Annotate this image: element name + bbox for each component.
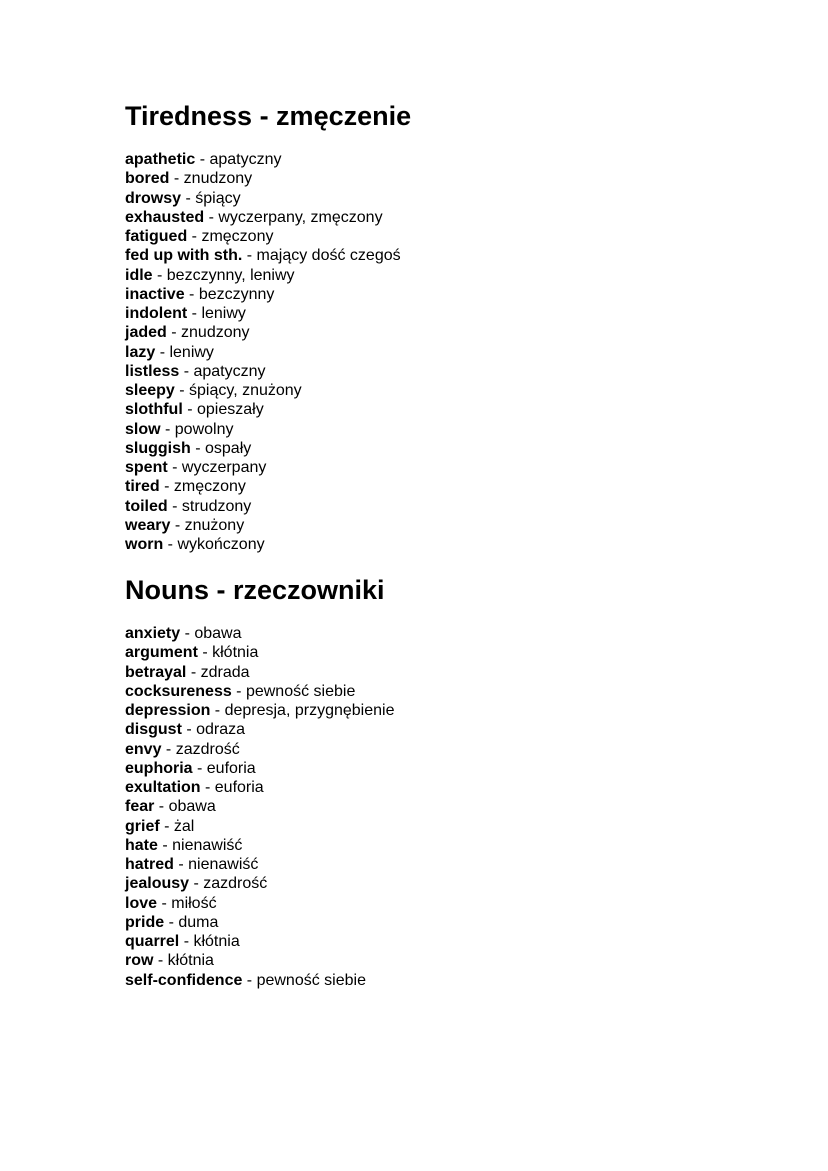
entry-separator: - — [184, 285, 199, 303]
entry-separator: - — [180, 625, 195, 642]
entry-term: exhausted — [125, 208, 205, 226]
entry-term: tired — [125, 478, 160, 496]
entry-translation: duma — [178, 913, 219, 931]
entry-separator: - — [204, 208, 219, 226]
entry-translation: kłótnia — [212, 644, 259, 662]
entry-translation: znużony — [184, 516, 245, 534]
vocabulary-entry — [125, 951, 394, 970]
vocabulary-entry — [125, 701, 394, 720]
entry-term: sluggish — [125, 439, 191, 457]
vocabulary-entry — [125, 169, 411, 188]
vocabulary-entry — [125, 913, 394, 932]
entry-translation: leniwy — [169, 343, 214, 361]
entry-term: row — [125, 952, 154, 970]
entry-translation: zdrada — [200, 663, 250, 681]
entry-term: fear — [125, 798, 155, 816]
entry-separator: - — [181, 721, 197, 739]
entry-term: pride — [125, 913, 165, 931]
entry-term: inactive — [125, 285, 185, 303]
vocabulary-entry — [125, 246, 411, 265]
vocabulary-entry — [125, 778, 394, 797]
entry-term: idle — [125, 266, 153, 284]
entry-term: self-confidence — [125, 971, 243, 989]
entry-separator: - — [155, 343, 170, 361]
entry-separator: - — [187, 305, 202, 322]
entry-translation: miłość — [171, 894, 217, 912]
entry-term: indolent — [125, 305, 188, 322]
entry-separator: - — [159, 817, 174, 835]
entry-translation: pewność siebie — [245, 682, 356, 700]
entry-translation: śpiący, znużony — [189, 382, 302, 399]
entry-translation: euforia — [214, 779, 264, 796]
entry-term: disgust — [125, 721, 182, 739]
entry-translation: nienawiść — [172, 836, 243, 854]
entry-term: quarrel — [125, 933, 180, 950]
vocabulary-entry — [125, 150, 411, 169]
vocabulary-entry — [125, 663, 394, 682]
entry-separator: - — [231, 682, 246, 700]
entry-term: spent — [125, 459, 168, 476]
vocabulary-list — [125, 624, 394, 990]
entry-term: sleepy — [125, 382, 175, 399]
vocabulary-entry — [125, 971, 394, 990]
vocabulary-entry — [125, 535, 411, 554]
entry-term: drowsy — [125, 189, 182, 207]
entry-separator: - — [190, 439, 205, 457]
entry-separator: - — [195, 151, 210, 168]
entry-separator: - — [179, 362, 194, 380]
entry-term: envy — [125, 740, 162, 758]
entry-term: bored — [125, 170, 170, 188]
entry-translation: bezczynny, leniwy — [166, 266, 295, 284]
entry-translation: powolny — [174, 420, 234, 438]
entry-translation: żal — [173, 817, 195, 835]
vocabulary-entry — [125, 643, 394, 662]
vocabulary-entry — [125, 400, 411, 419]
entry-separator: - — [161, 740, 176, 758]
entry-term: euphoria — [125, 759, 193, 777]
section-title: Nouns - rzeczowniki — [125, 575, 385, 605]
section-nouns — [125, 573, 394, 990]
entry-translation: zazdrość — [203, 875, 268, 893]
entry-separator: - — [170, 516, 185, 534]
entry-translation: zazdrość — [175, 740, 240, 758]
entry-translation: odraza — [196, 721, 246, 739]
entry-term: hatred — [125, 856, 174, 873]
entry-separator: - — [164, 913, 179, 931]
vocabulary-entry — [125, 323, 411, 342]
entry-translation: kłótnia — [193, 933, 240, 950]
vocabulary-list — [125, 150, 411, 554]
entry-translation: mający dość czegoś — [256, 247, 401, 265]
entry-separator: - — [152, 266, 167, 284]
vocabulary-entry — [125, 458, 411, 477]
vocabulary-entry — [125, 624, 394, 643]
entry-term: worn — [125, 536, 164, 553]
entry-translation: opieszały — [196, 401, 264, 419]
entry-separator: - — [242, 247, 257, 265]
entry-term: hate — [125, 836, 158, 854]
vocabulary-entry — [125, 817, 394, 836]
entry-translation: śpiący — [195, 189, 241, 207]
vocabulary-entry — [125, 759, 394, 778]
entry-separator: - — [181, 189, 196, 207]
entry-translation: strudzony — [181, 497, 252, 515]
section-tiredness — [125, 99, 411, 554]
entry-term: love — [125, 894, 158, 912]
entry-separator: - — [153, 952, 168, 970]
entry-term: slow — [125, 420, 161, 438]
entry-separator: - — [159, 478, 174, 496]
vocabulary-entry — [125, 740, 394, 759]
vocabulary-entry — [125, 266, 411, 285]
entry-translation: zmęczony — [201, 228, 274, 245]
vocabulary-entry — [125, 874, 394, 893]
entry-translation: euforia — [206, 759, 256, 777]
entry-separator: - — [169, 170, 184, 188]
entry-term: grief — [125, 817, 160, 835]
entry-translation: wykończony — [177, 536, 265, 553]
entry-separator: - — [182, 401, 197, 419]
vocabulary-entry — [125, 477, 411, 496]
entry-translation: pewność siebie — [256, 971, 366, 989]
entry-separator: - — [192, 759, 207, 777]
entry-term: jealousy — [125, 875, 190, 893]
entry-separator: - — [200, 779, 215, 796]
entry-translation: obawa — [194, 625, 242, 642]
entry-translation: nienawiść — [188, 856, 259, 873]
section-title: Tiredness - zmęczenie — [125, 101, 412, 131]
entry-term: jaded — [125, 324, 167, 342]
vocabulary-entry — [125, 797, 394, 816]
vocabulary-entry — [125, 497, 411, 516]
entry-separator: - — [160, 420, 175, 438]
vocabulary-entry — [125, 516, 411, 535]
entry-separator: - — [166, 324, 182, 342]
entry-separator: - — [197, 644, 213, 662]
entry-separator: - — [174, 382, 190, 399]
vocabulary-entry — [125, 381, 411, 400]
vocabulary-entry — [125, 285, 411, 304]
entry-term: fed up with sth. — [125, 247, 243, 265]
entry-translation: znudzony — [181, 324, 250, 342]
entry-translation: depresja, przygnębienie — [224, 702, 395, 719]
entry-translation: apatyczny — [193, 362, 266, 380]
entry-separator: - — [189, 875, 204, 893]
entry-translation: leniwy — [201, 305, 246, 322]
vocabulary-entry — [125, 343, 411, 362]
vocabulary-entry — [125, 304, 411, 323]
entry-translation: zmęczony — [173, 478, 246, 496]
entry-translation: znudzony — [183, 170, 253, 188]
vocabulary-entry — [125, 836, 394, 855]
entry-separator: - — [242, 971, 257, 989]
vocabulary-entry — [125, 932, 394, 951]
entry-term: slothful — [125, 401, 183, 419]
entry-separator: - — [186, 663, 201, 681]
entry-term: weary — [125, 516, 171, 534]
entry-separator: - — [187, 228, 202, 245]
entry-term: toiled — [125, 497, 168, 515]
entry-translation: wyczerpany, zmęczony — [218, 208, 383, 226]
vocabulary-entry — [125, 227, 411, 246]
vocabulary-entry — [125, 420, 411, 439]
entry-translation: wyczerpany — [181, 459, 267, 476]
entry-term: cocksureness — [125, 682, 232, 700]
entry-translation: kłótnia — [167, 952, 214, 970]
entry-separator: - — [173, 856, 189, 873]
entry-separator: - — [157, 836, 173, 854]
entry-term: exultation — [125, 779, 201, 796]
entry-translation: bezczynny — [198, 285, 275, 303]
vocabulary-entry — [125, 682, 394, 701]
entry-term: listless — [125, 362, 180, 380]
entry-translation: ospały — [205, 439, 252, 457]
entry-term: anxiety — [125, 625, 181, 642]
entry-separator: - — [154, 798, 169, 816]
entry-separator: - — [167, 497, 182, 515]
entry-translation: apatyczny — [209, 151, 282, 168]
entry-separator: - — [163, 536, 178, 553]
entry-separator: - — [157, 894, 172, 912]
entry-separator: - — [167, 459, 182, 476]
entry-term: argument — [125, 644, 198, 662]
entry-term: lazy — [125, 343, 156, 361]
entry-separator: - — [179, 933, 194, 950]
vocabulary-entry — [125, 855, 394, 874]
vocabulary-entry — [125, 439, 411, 458]
vocabulary-entry — [125, 720, 394, 739]
entry-term: depression — [125, 702, 211, 719]
entry-term: fatigued — [125, 228, 188, 245]
entry-term: betrayal — [125, 663, 187, 681]
entry-term: apathetic — [125, 151, 196, 168]
vocabulary-entry — [125, 189, 411, 208]
vocabulary-entry — [125, 208, 411, 227]
entry-separator: - — [210, 702, 225, 719]
vocabulary-entry — [125, 894, 394, 913]
entry-translation: obawa — [168, 798, 216, 816]
vocabulary-entry — [125, 362, 411, 381]
